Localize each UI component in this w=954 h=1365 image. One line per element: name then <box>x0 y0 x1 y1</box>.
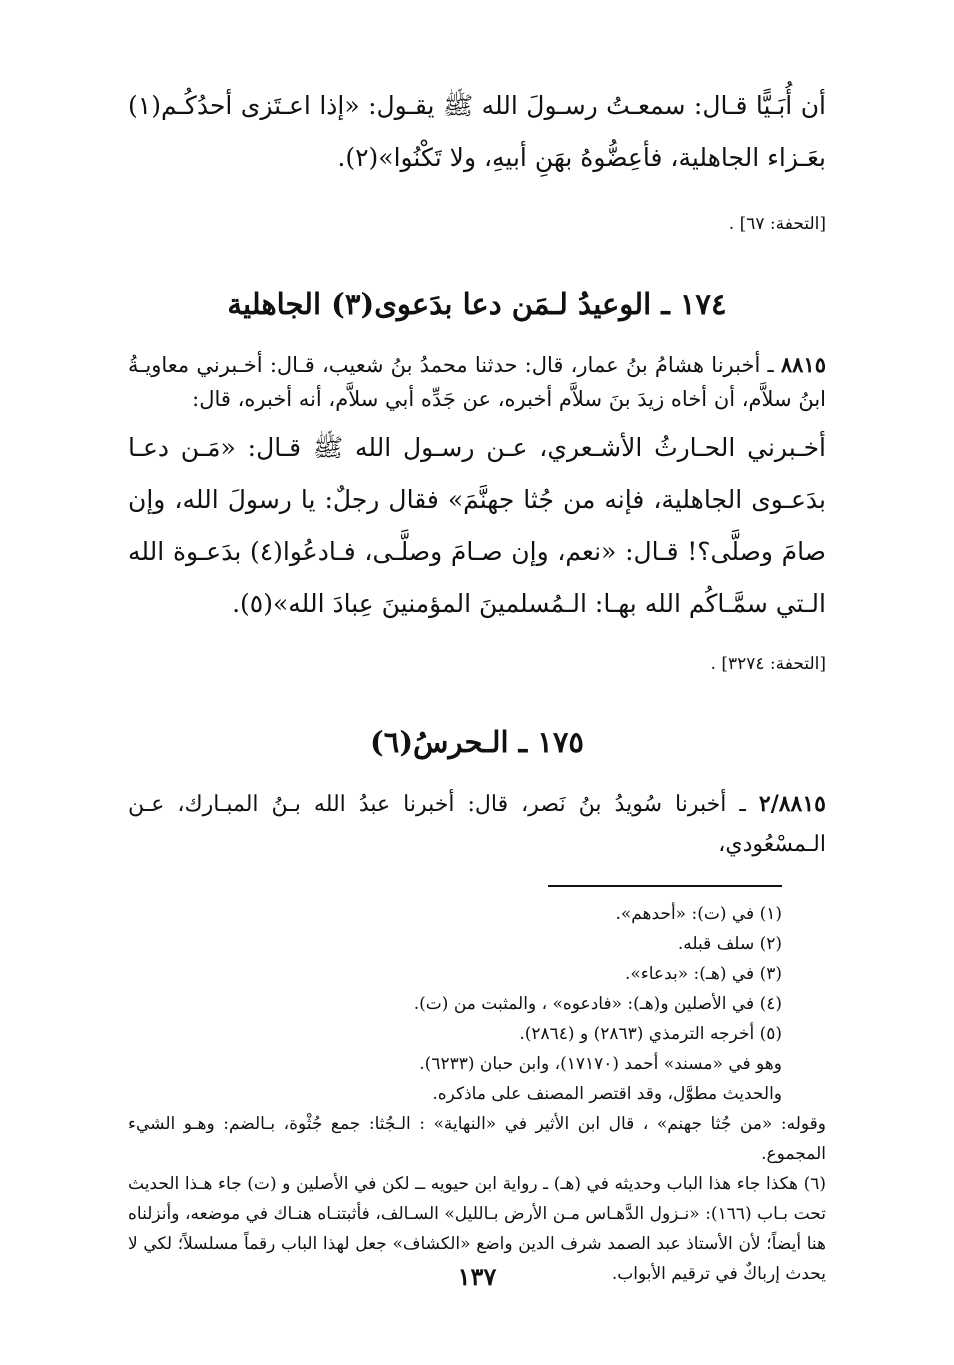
footnote-separator <box>548 885 782 887</box>
intro-tuhfa-reference: [التحفة: ٦٧] . <box>728 214 826 234</box>
chapter-175-title: ١٧٥ ـ الـحرسُ(٦) <box>370 725 584 759</box>
hadith-8815-2-text: ـ أخبرنا سُويدُ بنُ نَصر، قال: أخبرنا عبدُ الله بـنُ المبـارك، عـن الـمسْعُودي، <box>128 792 826 857</box>
intro-paragraph: أن أُبَـيًّا قـال: سمعـتُ رسـولَ الله ﷺ يقـول: «إذا اعـتَزى أحدُكُـم(١) بعَـزاء الجاهلية، فأعِضُّوهُ بهَنِ أبيهِ، ولا تَكْنُوا»(٢). <box>128 91 826 172</box>
page-number: ١٣٧ <box>457 1262 497 1291</box>
footnote-5: (٥) أخرجه الترمذي (٢٨٦٣) و (٢٨٦٤). <box>519 1024 782 1044</box>
hadith-8815-matn: أخـبرني الحـارثُ الأشـعري، عـن رسـول الله ﷺ قـال: «مَـن دعـا بدَعـوى الجاهلية، فإنه من جُثا جهنَّمَ» فقال رجلٌ: يا رسولَ الله، وإن صامَ وصلَّى؟! قـال: «نعم، وإن صـامَ وصلَّـى، فـادعُوا(٤) بدَعـوة الله الـتي سمَّـاكُم الله بهـا: الـمُسلمينَ المؤمنينَ عِبادَ الله»(٥). <box>128 433 826 618</box>
hadith-8815-number: ٨٨١٥ <box>780 352 826 377</box>
footnotes <box>128 899 826 1289</box>
chapter-174-title: ١٧٤ ـ الوعيدُ لـمَن دعا بدَعوى(٣) الجاهلية <box>227 287 727 321</box>
footnote-2: (٢) سلف قبله. <box>677 934 782 954</box>
hadith-8815-isnad-text: ـ أخبرنا هشامُ بنُ عمار، قال: حدثنا محمدُ بنُ شعيب، قـال: أخـبرني معاويـةُ ابنُ سلاَّم، أن أخاه زيدَ بنَ سلاَّم أخبره، عن جَدِّه أبي سلاَّم، أنه أخبره، قال: <box>128 353 826 411</box>
hadith-8815-tuhfa-reference: [التحفة: ٣٢٧٤] . <box>710 654 826 674</box>
footnote-5-musnad: وهو في «مسند» أحمد (١٧١٧٠)، وابن حبان (٦٢٣٣). <box>419 1054 782 1074</box>
footnote-4: (٤) في الأصلين و(هـ): «فادعوه» ، والمثبت من (ت). <box>413 994 782 1014</box>
footnote-6: (٦) هكذا جاء هذا الباب وحديثه في (هـ) ـ رواية ابن حيويه ــ لكن في الأصلين و (ت) جاء هـذا الحديث تحت بـاب (١٦٦): «نـزول الدَّهـاس مـن الأرض بـالليل» السـالف، فأثبتنـاه هنـاك في موضعه، وأنزلناه هنا أيضاً؛ لأن الأستاذ عبد الصمد شرف الدين واضع «الكشاف» جعل لهذا الباب رقماً مسلسلاً؛ لكي لا يحدث إرباكٌ في ترقيم الأبواب. <box>128 1174 826 1284</box>
footnote-5-gloss: وقوله: «من جُثا جهنم» ، قال ابن الأثير في «النهاية» : الـجُثا: جمع جُثْوة، بـالضم: وهـو الشيء المجموع. <box>128 1114 826 1164</box>
hadith-8815-2-paragraph <box>128 784 826 865</box>
hadith-8815-2-number: ٢/٨٨١٥ <box>758 791 826 817</box>
footnote-3: (٣) في (هـ): «بدعاء». <box>624 964 782 984</box>
footnote-5-note: والحديث مطوَّل، وقد اقتصر المصنف على ماذكره. <box>432 1084 782 1104</box>
footnote-1: (١) في (ت): «أحدهم». <box>615 904 782 924</box>
hadith-8815-isnad <box>128 348 826 416</box>
